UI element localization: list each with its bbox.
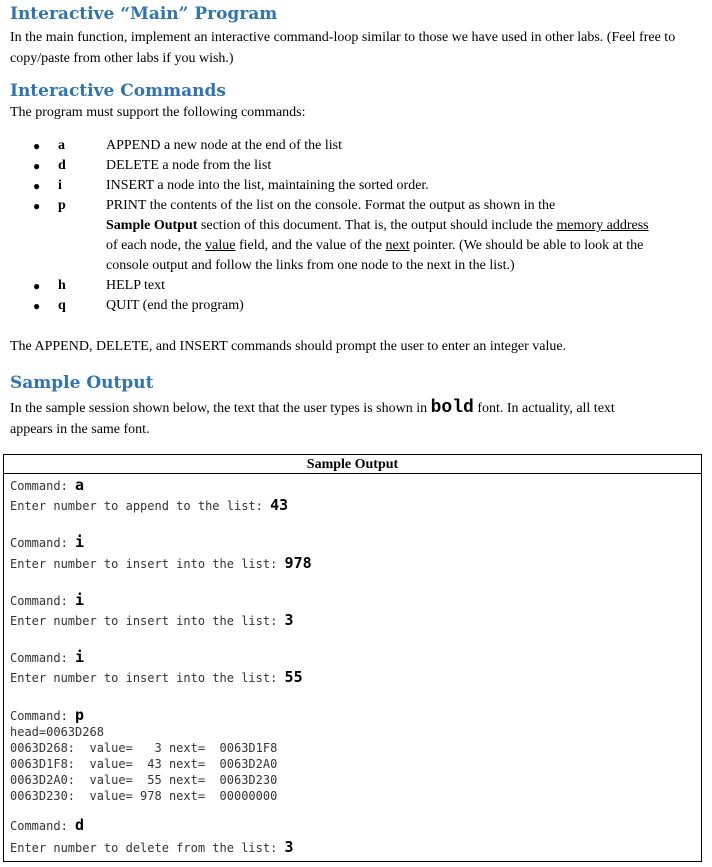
command-key: h bbox=[58, 278, 66, 293]
prompt-note: The APPEND, DELETE, and INSERT commands should prompt the user to enter an integer value. bbox=[10, 339, 567, 354]
command-desc: PRINT the contents of the list on the console. Format the output as shown in the Sample Output section of this document. That is, the output should include the memory address of each node, the value field, and the value of the next pointer. (We should be able to look at the console output and follow the links from one node to the next in the list.) bbox=[106, 198, 649, 273]
command-item-a bbox=[0, 136, 712, 156]
command-item-q bbox=[0, 296, 712, 316]
command-desc: APPEND a new node at the end of the list bbox=[106, 138, 343, 153]
console-command-line: Command: d bbox=[10, 816, 85, 834]
console-print-output: head=0063D268 0063D268: value= 3 next= 0063D1F8 0063D1F8: value= 43 next= 0063D2A0 0063D2A0: value= 55 next= 0063D230 0063D230: value= 978 next= 00000000 bbox=[10, 725, 278, 803]
sample-intro: In the sample session shown below, the text that the user types is shown in bold font. In actuality, all text appears in the same font. bbox=[10, 398, 615, 437]
commands-heading: Interactive Commands bbox=[10, 81, 226, 101]
sample-output-title: Sample Output bbox=[4, 455, 701, 474]
console-prompt-line: Enter number to delete from the list: 3 bbox=[10, 838, 294, 856]
bullet-icon: ● bbox=[33, 179, 41, 193]
console-prompt-line: Enter number to insert into the list: 55 bbox=[10, 668, 303, 686]
command-item-h bbox=[0, 276, 712, 296]
sample-output-box bbox=[3, 454, 702, 862]
command-desc: QUIT (end the program) bbox=[106, 298, 244, 313]
page-title: Interactive “Main” Program bbox=[10, 4, 278, 24]
command-item-d bbox=[0, 156, 712, 176]
bullet-icon: ● bbox=[33, 199, 41, 213]
command-item-i bbox=[0, 176, 712, 196]
console-command-line: Command: p bbox=[10, 706, 85, 724]
console-command-line: Command: i bbox=[10, 648, 85, 666]
bullet-icon: ● bbox=[33, 279, 41, 293]
command-desc: HELP text bbox=[106, 278, 165, 293]
command-desc: DELETE a node from the list bbox=[106, 158, 272, 173]
command-desc: INSERT a node into the list, maintaining the sorted order. bbox=[106, 178, 429, 193]
bullet-icon: ● bbox=[33, 299, 41, 313]
console-prompt-line: Enter number to insert into the list: 978 bbox=[10, 554, 312, 572]
command-key: p bbox=[58, 198, 66, 213]
console-prompt-line: Enter number to append to the list: 43 bbox=[10, 496, 289, 514]
bullet-icon: ● bbox=[33, 159, 41, 173]
command-item-p bbox=[0, 196, 712, 276]
bullet-icon: ● bbox=[33, 139, 41, 153]
command-key: a bbox=[58, 138, 65, 153]
command-key: i bbox=[58, 178, 62, 193]
command-key: q bbox=[58, 298, 66, 313]
sample-output-heading: Sample Output bbox=[10, 373, 154, 393]
intro-paragraph: In the main function, implement an interactive command-loop similar to those we have used in other labs. (Feel free to copy/paste from other labs if you wish.) bbox=[10, 30, 676, 66]
console-command-line: Command: i bbox=[10, 591, 85, 609]
console-command-line: Command: a bbox=[10, 476, 85, 494]
console-prompt-line: Enter number to insert into the list: 3 bbox=[10, 611, 294, 629]
commands-intro: The program must support the following commands: bbox=[10, 105, 306, 120]
command-key: d bbox=[58, 158, 66, 173]
console-command-line: Command: i bbox=[10, 533, 85, 551]
